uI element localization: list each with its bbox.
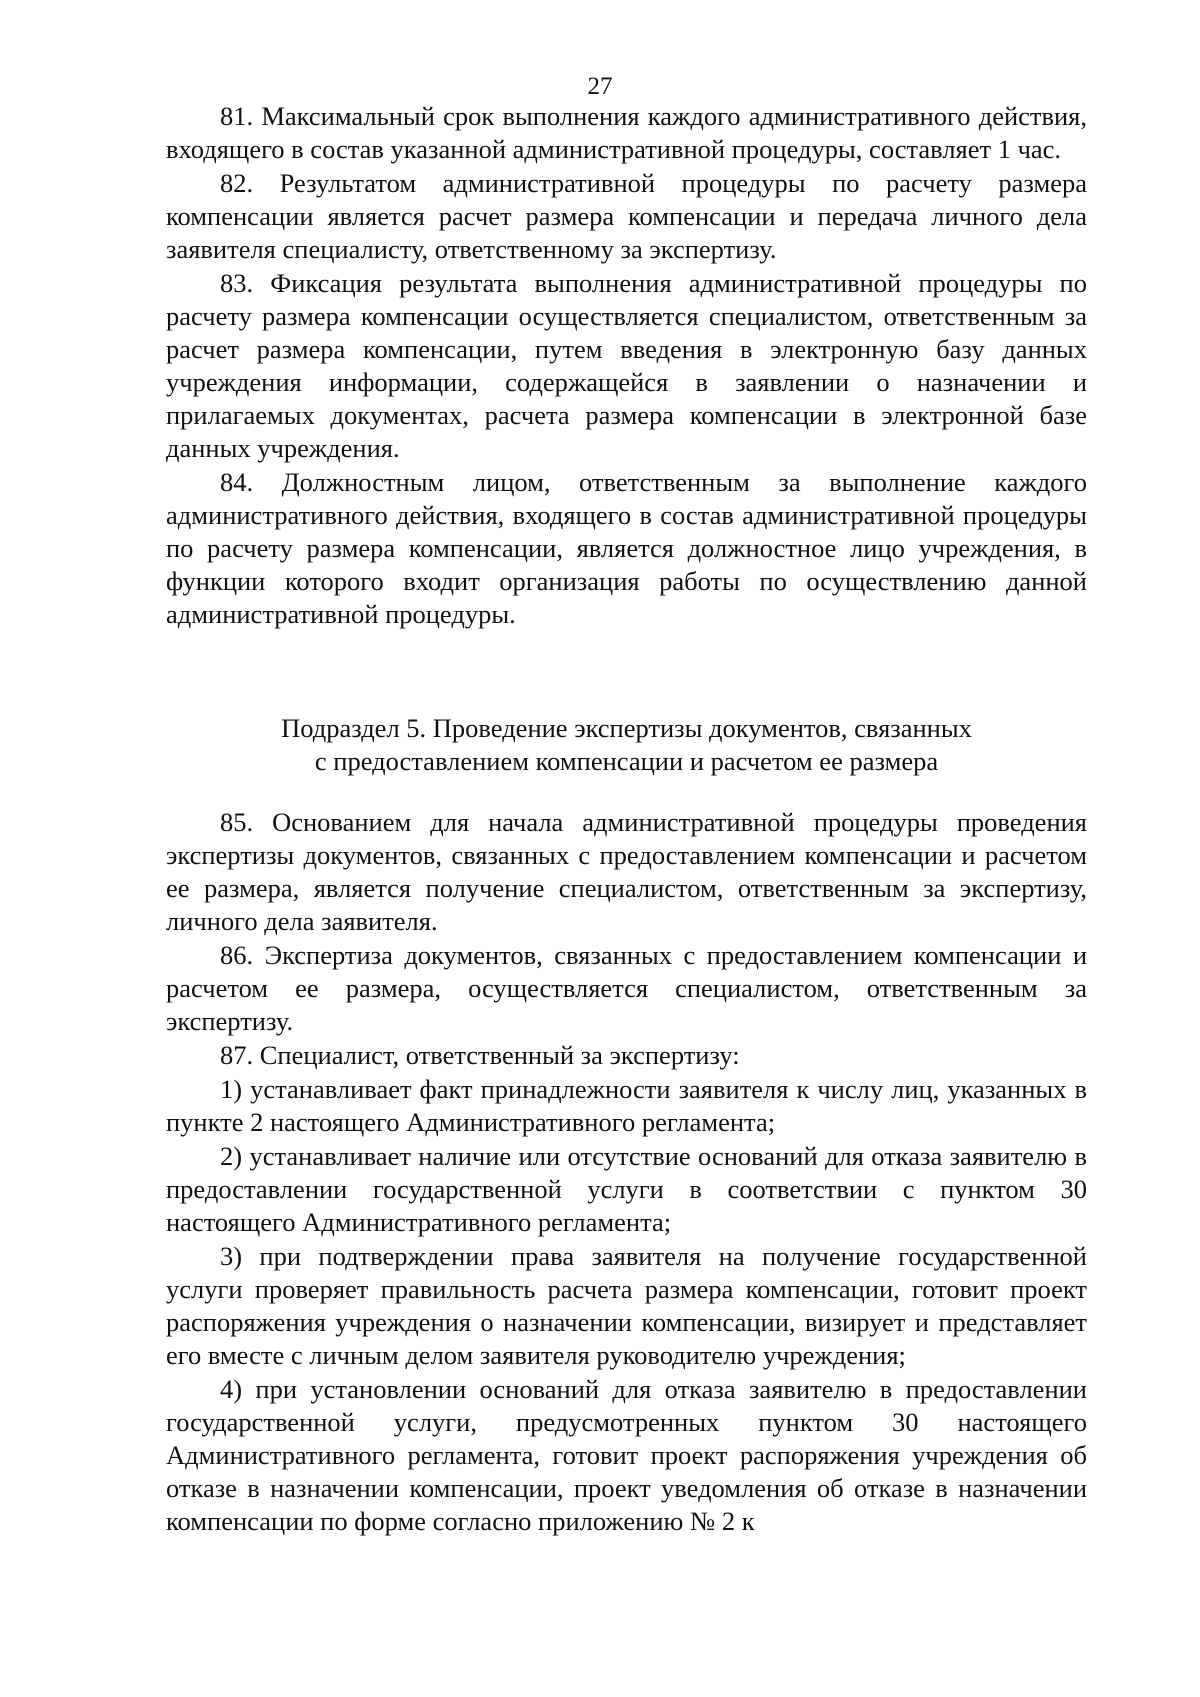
paragraphs-bottom <box>166 806 1087 1539</box>
paragraph-86: 86. Экспертиза документов, связанных с предоставлением компенсации и расчетом ее размера, осуществляется специалистом, ответственным за экспертизу. <box>166 940 1087 1036</box>
paragraph-84: 84. Должностным лицом, ответственным за выполнение каждого административного действия, входящего в состав административной процедуры по расчету размера компенсации, является должностное лицо учреждения, в функции которого входит организация работы по осуществлению данной административной процедуры. <box>166 467 1087 629</box>
list-item-4: 4) при установлении оснований для отказа заявителю в предоставлении государственной услуги, предусмотренных пунктом 30 настоящего Административного регламента, готовит проект распоряжения учреждения об отказе в назначении компенсации, проект уведомления об отказе в назначении компенсации по форме согласно приложению № 2 к <box>166 1374 1087 1536</box>
section-heading-line-2: с предоставлением компенсации и расчетом ее размера <box>314 746 939 776</box>
section-heading-line-1: Подраздел 5. Проведение экспертизы документов, связанных <box>281 713 972 743</box>
paragraph-81: 81. Максимальный срок выполнения каждого административного действия, входящего в состав указанной административной процедуры, составляет 1 час. <box>166 101 1087 164</box>
list-item-3: 3) при подтверждении права заявителя на получение государственной услуги проверяет правильность расчета размера компенсации, готовит проект распоряжения учреждения о назначении компенсации, визирует и представляет его вместе с личным делом заявителя руководителю учреждения; <box>166 1241 1087 1370</box>
paragraph-87: 87. Специалист, ответственный за экспертизу: <box>220 1040 740 1070</box>
paragraphs-top <box>166 100 1087 632</box>
paragraph-83: 83. Фиксация результата выполнения административной процедуры по расчету размера компенсации осуществляется специалистом, ответственным за расчет размера компенсации, путем введения в электронную базу данных учреждения информации, содержащейся в заявлении о назначении и прилагаемых документах, расчета размера компенсации в электронной базе данных учреждения. <box>166 268 1087 463</box>
page-number: 27 <box>587 73 613 100</box>
list-item-2: 2) устанавливает наличие или отсутствие оснований для отказа заявителю в предоставлении государственной услуги в соответствии с пунктом 30 настоящего Административного регламента; <box>166 1141 1087 1237</box>
paragraph-85: 85. Основанием для начала административной процедуры проведения экспертизы документов, связанных с предоставлением компенсации и расчетом ее размера, является получение специалистом, ответственным за экспертизу, личного дела заявителя. <box>166 807 1087 936</box>
paragraph-82: 82. Результатом административной процедуры по расчету размера компенсации является расчет размера компенсации и передача личного дела заявителя специалисту, ответственному за экспертизу. <box>166 168 1087 264</box>
section-heading <box>166 712 1087 778</box>
list-item-1: 1) устанавливает факт принадлежности заявителя к числу лиц, указанных в пункте 2 настоящего Административного регламента; <box>166 1074 1087 1137</box>
